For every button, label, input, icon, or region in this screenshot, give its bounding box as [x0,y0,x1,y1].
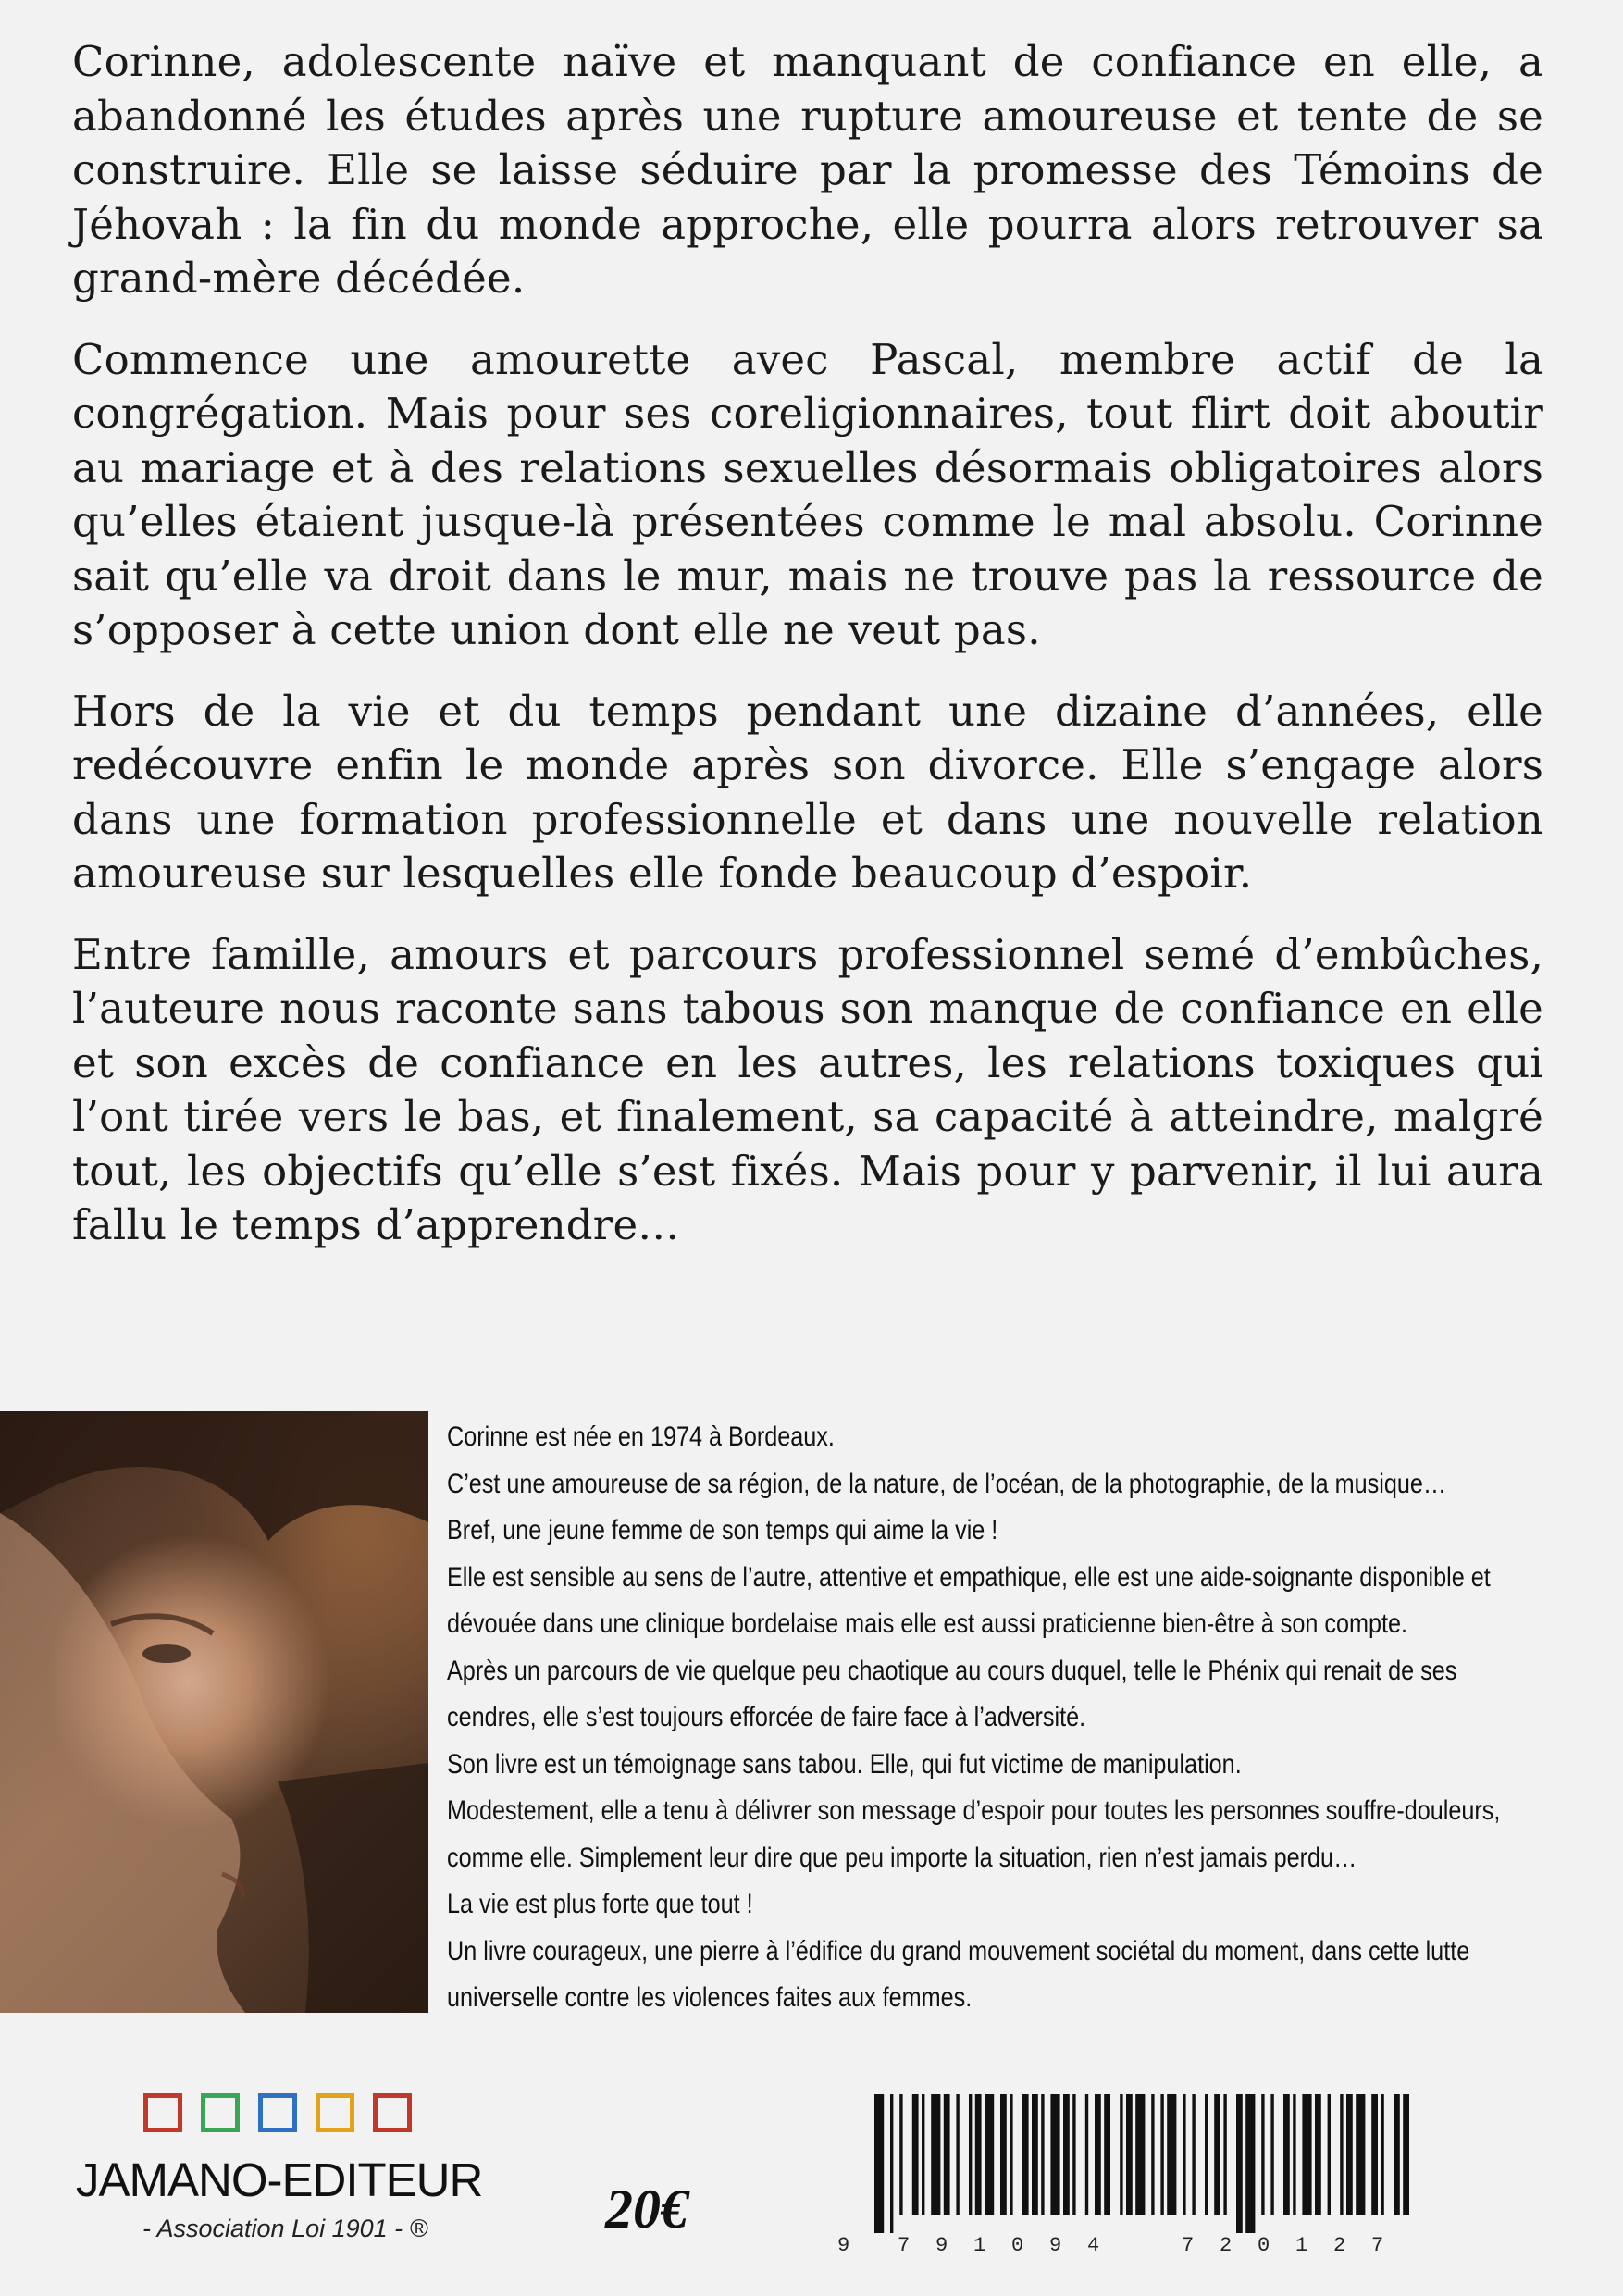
barcode-bar [1183,2094,1185,2215]
barcode-bar [1315,2094,1321,2215]
synopsis-paragraph-4: Entre famille, amours et parcours professionnel semé d’embûches, l’auteure nous raconte sans tabous son manque de confiance en elle et son excès de confiance en les autres, les relations toxiques qui l’ont tirée vers le bas, et finalement, sa capacité à atteindre, malgré tout, les objectifs qu’elle s’est fixés. Mais pour y parvenir, il lui aura fallu le temps d’apprendre… [72,929,1543,1249]
barcode-digit: 0 [1258,2234,1270,2257]
barcode-bar [1151,2094,1154,2215]
logo-square [143,2093,182,2132]
barcode-bar [1302,2094,1311,2215]
bio-line: Corinne est née en 1974 à Bordeaux. [447,1421,835,1452]
barcode-digit: 7 [1371,2234,1384,2257]
publisher-tagline: - Association Loi 1901 - ® [142,2215,428,2242]
synopsis-paragraph-3: Hors de la vie et du temps pendant une dizaine d’années, elle redécouvre enfin le monde après son divorce. Elle s’engage alors dans une formation professionnelle et dans une nouvelle relation amoureuse sur lesquelles elle fonde beaucoup d’espoir. [72,686,1543,898]
barcode-bar [1205,2094,1208,2215]
barcode-bar [975,2094,982,2215]
barcode-bar [1328,2094,1331,2215]
barcode-digit: 2 [1333,2234,1346,2257]
barcode-bar [1032,2094,1038,2215]
barcode-digits [837,2228,1430,2265]
barcode-bar [956,2094,959,2215]
barcode-bar [1214,2094,1220,2215]
barcode-bar [1245,2094,1255,2233]
barcode-bar [1104,2094,1110,2215]
barcode-bar [1356,2094,1365,2215]
barcode-bar [1283,2094,1290,2215]
barcode-bar [1381,2094,1383,2215]
bio-line: Son livre est un témoignage sans tabou. Elle, qui fut victime de manipulation. [447,1748,1242,1780]
barcode-bar [899,2094,902,2215]
barcode-digit: 1 [1295,2234,1308,2257]
logo-square [201,2093,240,2132]
barcode-bar [1371,2094,1378,2215]
barcode-digit: 9 [1049,2234,1062,2257]
barcode-digit: 1 [973,2234,986,2257]
price-label: 20€ [605,2178,688,2240]
barcode-digit: 0 [1011,2234,1024,2257]
barcode-bar [1095,2094,1101,2215]
author-portrait-silhouette [0,1411,428,2013]
bio-line: cendres, elle s’est toujours efforcée de faire face à l’adversité. [447,1702,1086,1732]
barcode-digit: 9 [837,2234,850,2257]
publisher-name: JAMANO-EDITEUR [76,2153,483,2206]
bio-line: comme elle. Simplement leur dire que peu importe la situation, rien n’est jamais perdu… [447,1842,1357,1873]
barcode-bar [1085,2094,1088,2215]
logo-square [258,2093,297,2132]
barcode-bar [1050,2094,1059,2215]
barcode-bar [1135,2094,1145,2215]
isbn-barcode [837,2094,1430,2261]
bio-line: universelle contre les violences faites aux femmes. [447,1982,973,2013]
barcode-bar [931,2094,940,2215]
bio-line: Un livre courageux, une pierre à l’édifice du grand mouvement sociétal du moment, dans cette lutte [447,1935,1470,1967]
barcode-bar [912,2094,919,2215]
barcode-digit: 9 [935,2234,948,2257]
barcode-bar [1236,2094,1243,2233]
author-portrait [0,1411,428,2013]
barcode-bar [1403,2094,1409,2215]
barcode-bar [1394,2094,1400,2215]
logo-square [373,2093,412,2132]
barcode-digit: 7 [1182,2234,1195,2257]
back-cover-synopsis [72,35,1543,1280]
bio-line: dévouée dans une clinique bordelaise mais elle est aussi praticienne bien-être à son compte. [447,1608,1408,1639]
barcode-bar [944,2094,950,2215]
barcode-bar [1167,2094,1176,2215]
barcode-bar [1000,2094,1007,2215]
bio-line: Modestement, elle a tenu à délivrer son message d’espoir pour toutes les personnes souffre-douleurs, [447,1795,1501,1826]
barcode-bar [1293,2094,1295,2215]
barcode-bar [1340,2094,1343,2215]
barcode-bars [874,2094,1411,2233]
barcode-bar [1072,2094,1075,2215]
barcode-bar [1192,2094,1195,2215]
barcode-bar [890,2094,893,2233]
barcode-digit: 4 [1087,2234,1100,2257]
barcode-bar [1126,2094,1133,2215]
bio-line: Elle est sensible au sens de l’autre, attentive et empathique, elle est une aide-soignante disponible et [447,1561,1491,1593]
barcode-bar [1041,2094,1044,2215]
barcode-bar [1120,2094,1122,2215]
bio-line: C’est une amoureuse de sa région, de la nature, de l’océan, de la photographie, de la musique… [447,1468,1447,1499]
author-biography [447,1414,1557,2022]
bio-line: Après un parcours de vie quelque peu chaotique au cours duquel, telle le Phénix qui renait de ses [447,1655,1457,1686]
barcode-bar [1346,2094,1353,2215]
barcode-bar [1270,2094,1273,2215]
barcode-bar [922,2094,924,2215]
barcode-bar [1160,2094,1163,2215]
barcode-bar [1223,2094,1226,2215]
bio-line: La vie est plus forte que tout ! [447,1889,753,1919]
barcode-digit: 7 [898,2234,911,2257]
barcode-digit: 2 [1220,2234,1233,2257]
publisher-logo-squares [143,2090,440,2138]
barcode-bar [1063,2094,1070,2215]
barcode-bar [1022,2094,1029,2215]
barcode-bar [1261,2094,1264,2215]
synopsis-paragraph-1: Corinne, adolescente naïve et manquant de confiance en elle, a abandonné les études après une rupture amoureuse et tente de se construire. Elle se laisse séduire par la promesse des Témoins de Jéhovah : la fin du monde approche, elle pourra alors retrouver sa grand-mère décédée. [72,37,1543,303]
bio-line: Bref, une jeune femme de son temps qui aime la vie ! [447,1515,998,1545]
barcode-bar [874,2094,884,2233]
logo-square [316,2093,354,2132]
publisher-logo [76,2090,502,2247]
barcode-bar [1010,2094,1012,2215]
synopsis-paragraph-2: Commence une amourette avec Pascal, membre actif de la congrégation. Mais pour ses coreligionnaires, tout flirt doit aboutir au mariage et à des relations sexuelles désormais obligatoires alors qu’elles étaient jusque-là présentées comme le mal absolu. Corinne sait qu’elle va droit dans le mur, mais ne trouve pas la ressource de s’opposer à cette union dont elle ne veut pas. [72,334,1543,654]
barcode-bar [985,2094,994,2215]
barcode-bar [969,2094,972,2215]
